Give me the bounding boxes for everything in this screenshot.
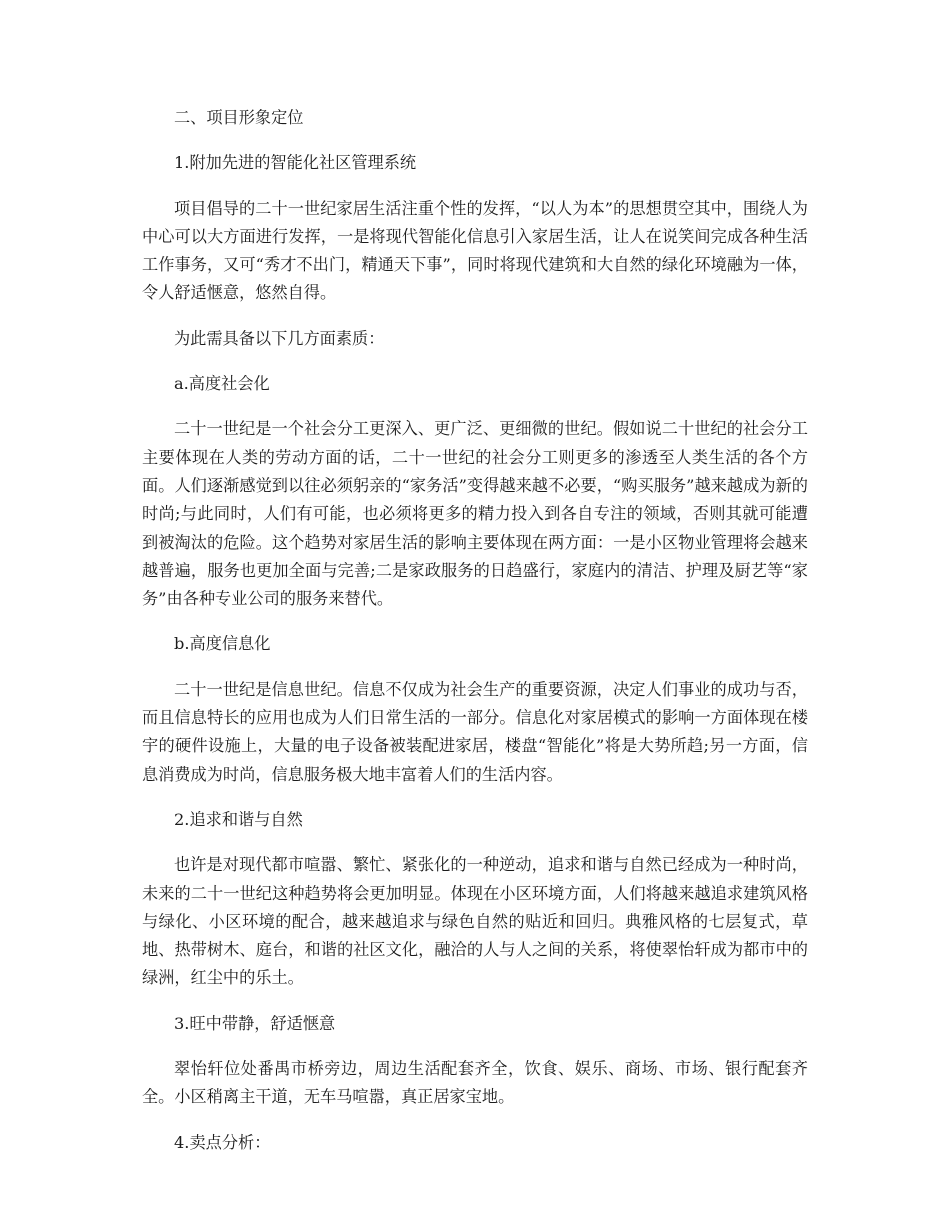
item2-title: 2.追求和谐与自然 xyxy=(174,809,303,829)
item1-paragraph: 项目倡导的二十一世纪家居生活注重个性的发挥，“以人为本”的思想贯空其中，围绕人为中心可以大方面进行发挥，一是将现代智能化信息引入家居生活，让人在说笑间完成各种生活工作事务，又可“秀才不出门，精通天下事”，同时将现代建筑和大自然的绿化环境融为一体，令人舒适惬意，悠然自得。 xyxy=(142,198,808,303)
item2-paragraph: 也许是对现代都市喧嚣、繁忙、紧张化的一种逆动，追求和谐与自然已经成为一种时尚，未来的二十一世纪这种趋势将会更加明显。体现在小区环境方面，人们将越来越追求建筑风格与绿化、小区环境的配合，越来越追求与绿色自然的贴近和回归。典雅风格的七层复式，草地、热带树木、庭台，和谐的社区文化，融洽的人与人之间的关系，将使翠怡轩成为都市中的绿洲，红尘中的乐土。 xyxy=(142,855,808,988)
subitem-a-paragraph: 二十一世纪是一个社会分工更深入、更广泛、更细微的世纪。假如说二十世纪的社会分工主要体现在人类的劳动方面的话，二十一世纪的社会分工则更多的渗透至人类生活的各个方面。人们逐渐感觉到以往必须躬亲的“家务活”变得越来越不必要，“购买服务”越来越成为新的时尚;与此同时，人们有可能，也必须将更多的精力投入到各自专注的领域，否则其就可能遭到被淘汰的危险。这个趋势对家居生活的影响主要体现在两方面：一是小区物业管理将会越来越普遍，服务也更加全面与完善;二是家政服务的日趋盛行，家庭内的清洁、护理及厨艺等“家务”由各种专业公司的服务来替代。 xyxy=(142,419,808,609)
item1-title: 1.附加先进的智能化社区管理系统 xyxy=(174,153,417,173)
item3-paragraph: 翠怡轩位处番禺市桥旁边，周边生活配套齐全，饮食、娱乐、商场、市场、银行配套齐全。小区稍离主干道，无车马喧嚣，真正居家宝地。 xyxy=(142,1059,808,1107)
subitem-a-title: a.高度社会化 xyxy=(174,374,270,394)
document-page xyxy=(142,104,808,1174)
subitem-b-title: b.高度信息化 xyxy=(174,634,271,654)
item3-title: 3.旺中带静，舒适惬意 xyxy=(174,1013,336,1033)
section-title: 二、项目形象定位 xyxy=(174,108,304,127)
item4-title: 4.卖点分析： xyxy=(174,1132,271,1152)
subitem-b-paragraph: 二十一世纪是信息世纪。信息不仅成为社会生产的重要资源，决定人们事业的成功与否，而且信息特长的应用也成为人们日常生活的一部分。信息化对家居模式的影响一方面体现在楼宇的硬件设施上，大量的电子设备被装配进家居，楼盘“智能化”将是大势所趋;另一方面，信息消费成为时尚，信息服务极大地丰富着人们的生活内容。 xyxy=(142,679,808,784)
requirements-intro: 为此需具备以下几方面素质： xyxy=(174,328,385,348)
